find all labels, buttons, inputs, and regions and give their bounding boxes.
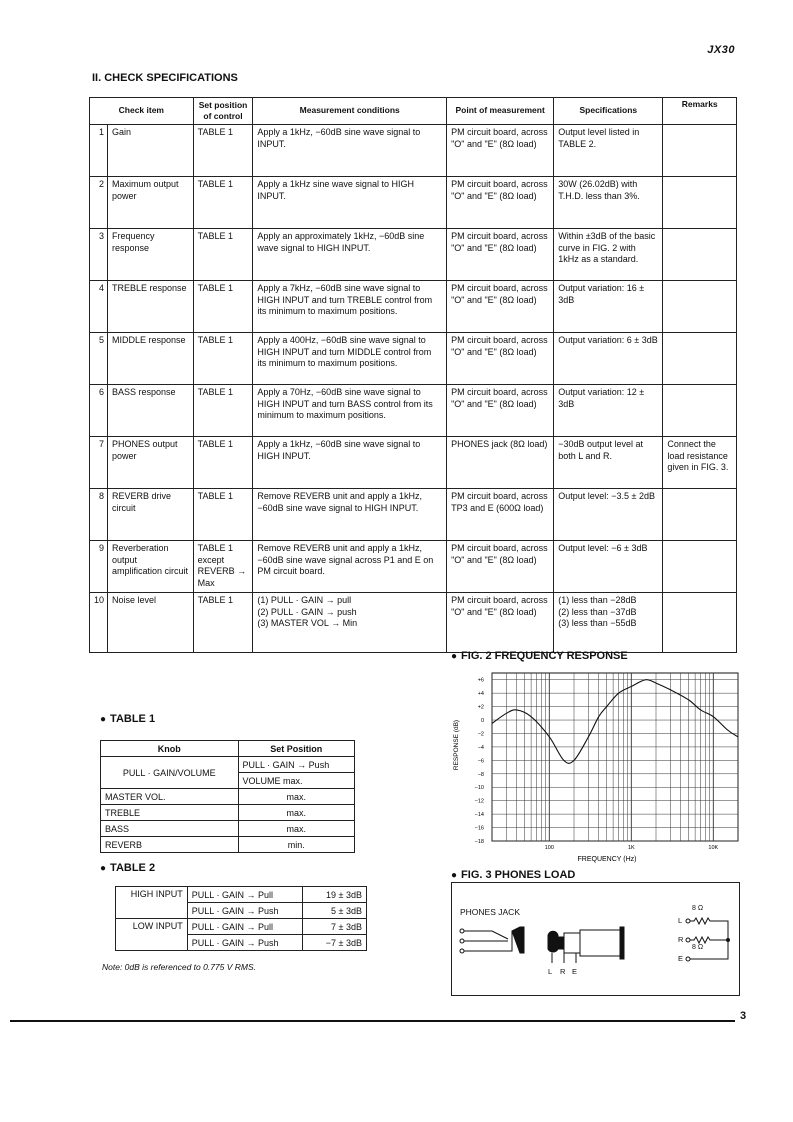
jack-wiring-icon — [464, 931, 512, 951]
remarks: Connect the load resistance given in FIG. 3. — [663, 437, 737, 489]
res-bottom-label: 8 Ω — [692, 944, 704, 951]
fig3-title-text: FIG. 3 PHONES LOAD — [461, 869, 576, 881]
phones-load-schematic — [452, 883, 739, 995]
check-item: Gain — [108, 125, 194, 177]
out-e-label: E — [678, 954, 684, 963]
table1-pull-pos1: PULL · GAIN → Push — [238, 757, 355, 773]
table2-setting: PULL · GAIN → Pull — [187, 887, 302, 903]
set-position: TABLE 1 — [193, 125, 253, 177]
specification: Within ±3dB of the basic curve in FIG. 2 with 1kHz as a standard. — [554, 229, 663, 281]
measurement-conditions: Apply a 70Hz, −60dB sine wave signal to HIGH INPUT and turn BASS control from its minimum to maximum positions. — [253, 385, 447, 437]
table1-setpos: max. — [238, 789, 355, 805]
table-row — [101, 805, 355, 821]
row-number: 8 — [90, 489, 108, 541]
check-item: TREBLE response — [108, 281, 194, 333]
set-position: TABLE 1 — [193, 281, 253, 333]
header-conditions: Measurement conditions — [253, 98, 447, 125]
jack-contact-icon — [512, 927, 524, 953]
check-item: Maximum output power — [108, 177, 194, 229]
chart-ytick-label: −16 — [474, 825, 484, 832]
row-number: 5 — [90, 333, 108, 385]
out-l-label: L — [678, 916, 683, 925]
bullet-icon: ● — [451, 651, 458, 662]
table-row — [116, 887, 367, 903]
table1-setpos: max. — [238, 805, 355, 821]
plug-body-icon — [580, 930, 620, 956]
terminal-icon — [686, 919, 690, 923]
out-r-label: R — [678, 935, 684, 944]
specification: Output level listed in TABLE 2. — [554, 125, 663, 177]
table-row — [101, 789, 355, 805]
header-point: Point of measurement — [447, 98, 554, 125]
measurement-point: PM circuit board, across "O" and "E" (8Ω load) — [447, 593, 554, 653]
remarks — [663, 489, 737, 541]
check-item: REVERB drive circuit — [108, 489, 194, 541]
res-top-label: 8 Ω — [692, 905, 704, 912]
set-position: TABLE 1 — [193, 333, 253, 385]
table-row — [116, 919, 367, 935]
set-position: TABLE 1 — [193, 177, 253, 229]
table-row — [90, 593, 737, 653]
section-title: II. CHECK SPECIFICATIONS — [92, 72, 238, 84]
set-position: TABLE 1 — [193, 437, 253, 489]
check-item: BASS response — [108, 385, 194, 437]
measurement-point: PM circuit board, across TP3 and E (600Ω load) — [447, 489, 554, 541]
measurement-conditions: Apply a 1kHz, −60dB sine wave signal to HIGH INPUT. — [253, 437, 447, 489]
check-item: Reverberation output amplification circuit — [108, 541, 194, 593]
specification: (1) less than −28dB (2) less than −37dB (3) less than −55dB — [554, 593, 663, 653]
bullet-icon: ● — [100, 863, 107, 874]
resistor-bottom-icon — [690, 937, 728, 943]
chart-ytick-label: −2 — [477, 731, 484, 738]
table-row — [101, 757, 355, 773]
set-position: TABLE 1 — [193, 593, 253, 653]
row-number: 9 — [90, 541, 108, 593]
chart-ytick-label: +6 — [477, 677, 484, 684]
measurement-point: PM circuit board, across "O" and "E" (8Ω load) — [447, 281, 554, 333]
measurement-conditions: (1) PULL · GAIN → pull (2) PULL · GAIN → push (3) MASTER VOL → Min — [253, 593, 447, 653]
table-row — [101, 741, 355, 757]
table-row — [90, 489, 737, 541]
chart-ytick-label: −4 — [477, 744, 484, 751]
table2-setting: PULL · GAIN → Push — [187, 935, 302, 951]
table1-knob: TREBLE — [101, 805, 239, 821]
pin-l-label: L — [548, 967, 553, 976]
table1-knob: MASTER VOL. — [101, 789, 239, 805]
specification: 30W (26.02dB) with T.H.D. less than 3%. — [554, 177, 663, 229]
remarks — [663, 333, 737, 385]
table-row — [90, 437, 737, 489]
fig2-title — [451, 650, 628, 662]
phones-load-diagram — [451, 882, 740, 996]
plug-tip-icon — [548, 931, 558, 952]
page-code: JX30 — [707, 44, 735, 56]
check-item: Frequency response — [108, 229, 194, 281]
measurement-point: PM circuit board, across "O" and "E" (8Ω load) — [447, 177, 554, 229]
table2-low-input: LOW INPUT — [116, 919, 188, 951]
plug-end-icon — [620, 927, 624, 959]
table2-high-input: HIGH INPUT — [116, 887, 188, 919]
table-row — [90, 229, 737, 281]
table1-setpos: min. — [238, 837, 355, 853]
fig3-title — [451, 869, 575, 881]
remarks — [663, 541, 737, 593]
chart-xtick-label: 100 — [544, 845, 554, 851]
table1 — [100, 740, 355, 853]
measurement-conditions: Remove REVERB unit and apply a 1kHz, −60dB sine wave signal to HIGH INPUT. — [253, 489, 447, 541]
chart-series-line — [492, 680, 738, 764]
measurement-point: PM circuit board, across "O" and "E" (8Ω load) — [447, 541, 554, 593]
footer-rule — [10, 1020, 735, 1022]
chart-ytick-label: −14 — [474, 812, 484, 819]
chart-xtick-label: 10K — [708, 845, 719, 851]
specification: Output level: −6 ± 3dB — [554, 541, 663, 593]
specification: Output level: −3.5 ± 2dB — [554, 489, 663, 541]
plug-ring-icon — [558, 937, 564, 949]
row-number: 6 — [90, 385, 108, 437]
measurement-conditions: Remove REVERB unit and apply a 1kHz, −60dB sine wave signal across P1 and E on PM circuit board. — [253, 541, 447, 593]
table2-title — [100, 862, 155, 874]
measurement-point: PHONES jack (8Ω load) — [447, 437, 554, 489]
table1-pull-knob: PULL · GAIN/VOLUME — [101, 757, 239, 789]
terminal-icon — [460, 929, 464, 933]
table-row — [90, 541, 737, 593]
specification: Output variation: 16 ± 3dB — [554, 281, 663, 333]
table1-header-knob: Knob — [101, 741, 239, 757]
measurement-conditions: Apply a 1kHz sine wave signal to HIGH INPUT. — [253, 177, 447, 229]
table-row — [90, 125, 737, 177]
junction-icon — [727, 939, 730, 942]
measurement-point: PM circuit board, across "O" and "E" (8Ω load) — [447, 385, 554, 437]
table-row — [90, 281, 737, 333]
chart-ytick-label: 0 — [480, 718, 484, 725]
fig2-title-text: FIG. 2 FREQUENCY RESPONSE — [461, 650, 628, 662]
table1-title-text: TABLE 1 — [110, 713, 156, 725]
set-position: TABLE 1 except REVERB → Max — [193, 541, 253, 593]
pin-e-label: E — [572, 967, 578, 976]
check-item: PHONES output power — [108, 437, 194, 489]
measurement-point: PM circuit board, across "O" and "E" (8Ω load) — [447, 125, 554, 177]
chart-xlabel: FREQUENCY (Hz) — [577, 856, 637, 863]
set-position: TABLE 1 — [193, 229, 253, 281]
table-row — [90, 385, 737, 437]
terminal-icon — [460, 949, 464, 953]
header-remarks: Remarks — [663, 98, 737, 125]
row-number: 3 — [90, 229, 108, 281]
remarks — [663, 177, 737, 229]
page-number: 3 — [740, 1010, 747, 1022]
remarks — [663, 229, 737, 281]
table2-setting: PULL · GAIN → Push — [187, 903, 302, 919]
terminal-icon — [686, 938, 690, 942]
table2-title-text: TABLE 2 — [110, 862, 156, 874]
terminal-icon — [686, 957, 690, 961]
bullet-icon: ● — [451, 870, 458, 881]
plug-sleeve-icon — [564, 933, 580, 953]
row-number: 4 — [90, 281, 108, 333]
pin-r-label: R — [560, 967, 566, 976]
header-check-item: Check item — [90, 98, 194, 125]
phones-jack-label: PHONES JACK — [460, 907, 520, 917]
chart-ytick-label: +4 — [477, 691, 484, 698]
chart-ytick-label: −12 — [474, 798, 484, 805]
note-text: Note: 0dB is referenced to 0.775 V RMS. — [102, 962, 257, 972]
frequency-response-chart — [450, 665, 742, 865]
row-number: 1 — [90, 125, 108, 177]
table-row — [101, 837, 355, 853]
chart-ytick-label: −10 — [474, 785, 484, 792]
terminal-icon — [460, 939, 464, 943]
measurement-conditions: Apply a 400Hz, −60dB sine wave signal to HIGH INPUT and turn MIDDLE control from its minimum to maximum positions. — [253, 333, 447, 385]
table1-title — [100, 713, 155, 725]
remarks — [663, 125, 737, 177]
set-position: TABLE 1 — [193, 489, 253, 541]
specification: −30dB output level at both L and R. — [554, 437, 663, 489]
table2-value: 7 ± 3dB — [303, 919, 367, 935]
chart-ylabel: RESPONSE (dB) — [453, 719, 460, 771]
table1-knob: REVERB — [101, 837, 239, 853]
table-row — [90, 177, 737, 229]
specification: Output variation: 6 ± 3dB — [554, 333, 663, 385]
table1-pull-pos2: VOLUME max. — [238, 773, 355, 789]
table1-setpos: max. — [238, 821, 355, 837]
table2-value: −7 ± 3dB — [303, 935, 367, 951]
measurement-conditions: Apply an approximately 1kHz, −60dB sine wave signal to HIGH INPUT. — [253, 229, 447, 281]
measurement-conditions: Apply a 7kHz, −60dB sine wave signal to HIGH INPUT and turn TREBLE control from its minimum to maximum positions. — [253, 281, 447, 333]
check-spec-table — [89, 97, 737, 653]
header-set-position: Set position of control — [193, 98, 253, 125]
table-header-row — [90, 98, 737, 125]
row-number: 10 — [90, 593, 108, 653]
measurement-point: PM circuit board, across "O" and "E" (8Ω load) — [447, 229, 554, 281]
remarks — [663, 385, 737, 437]
header-specs: Specifications — [554, 98, 663, 125]
row-number: 2 — [90, 177, 108, 229]
row-number: 7 — [90, 437, 108, 489]
chart-ytick-label: −8 — [477, 771, 484, 778]
set-position: TABLE 1 — [193, 385, 253, 437]
check-item: Noise level — [108, 593, 194, 653]
measurement-point: PM circuit board, across "O" and "E" (8Ω load) — [447, 333, 554, 385]
table-row — [90, 333, 737, 385]
remarks — [663, 593, 737, 653]
specification: Output variation: 12 ± 3dB — [554, 385, 663, 437]
table-row — [101, 821, 355, 837]
chart-ytick-label: −6 — [477, 758, 484, 765]
plug-leads-icon — [552, 953, 576, 963]
table2-value: 5 ± 3dB — [303, 903, 367, 919]
bullet-icon: ● — [100, 714, 107, 725]
table1-header-setpos: Set Position — [238, 741, 355, 757]
chart-ytick-label: +2 — [477, 704, 484, 711]
remarks — [663, 281, 737, 333]
table2 — [115, 886, 367, 951]
table2-setting: PULL · GAIN → Pull — [187, 919, 302, 935]
chart-xtick-label: 1K — [627, 845, 635, 851]
table2-value: 19 ± 3dB — [303, 887, 367, 903]
chart-frame — [492, 673, 738, 841]
table1-knob: BASS — [101, 821, 239, 837]
chart-ytick-label: −18 — [474, 839, 484, 845]
check-item: MIDDLE response — [108, 333, 194, 385]
measurement-conditions: Apply a 1kHz, −60dB sine wave signal to INPUT. — [253, 125, 447, 177]
